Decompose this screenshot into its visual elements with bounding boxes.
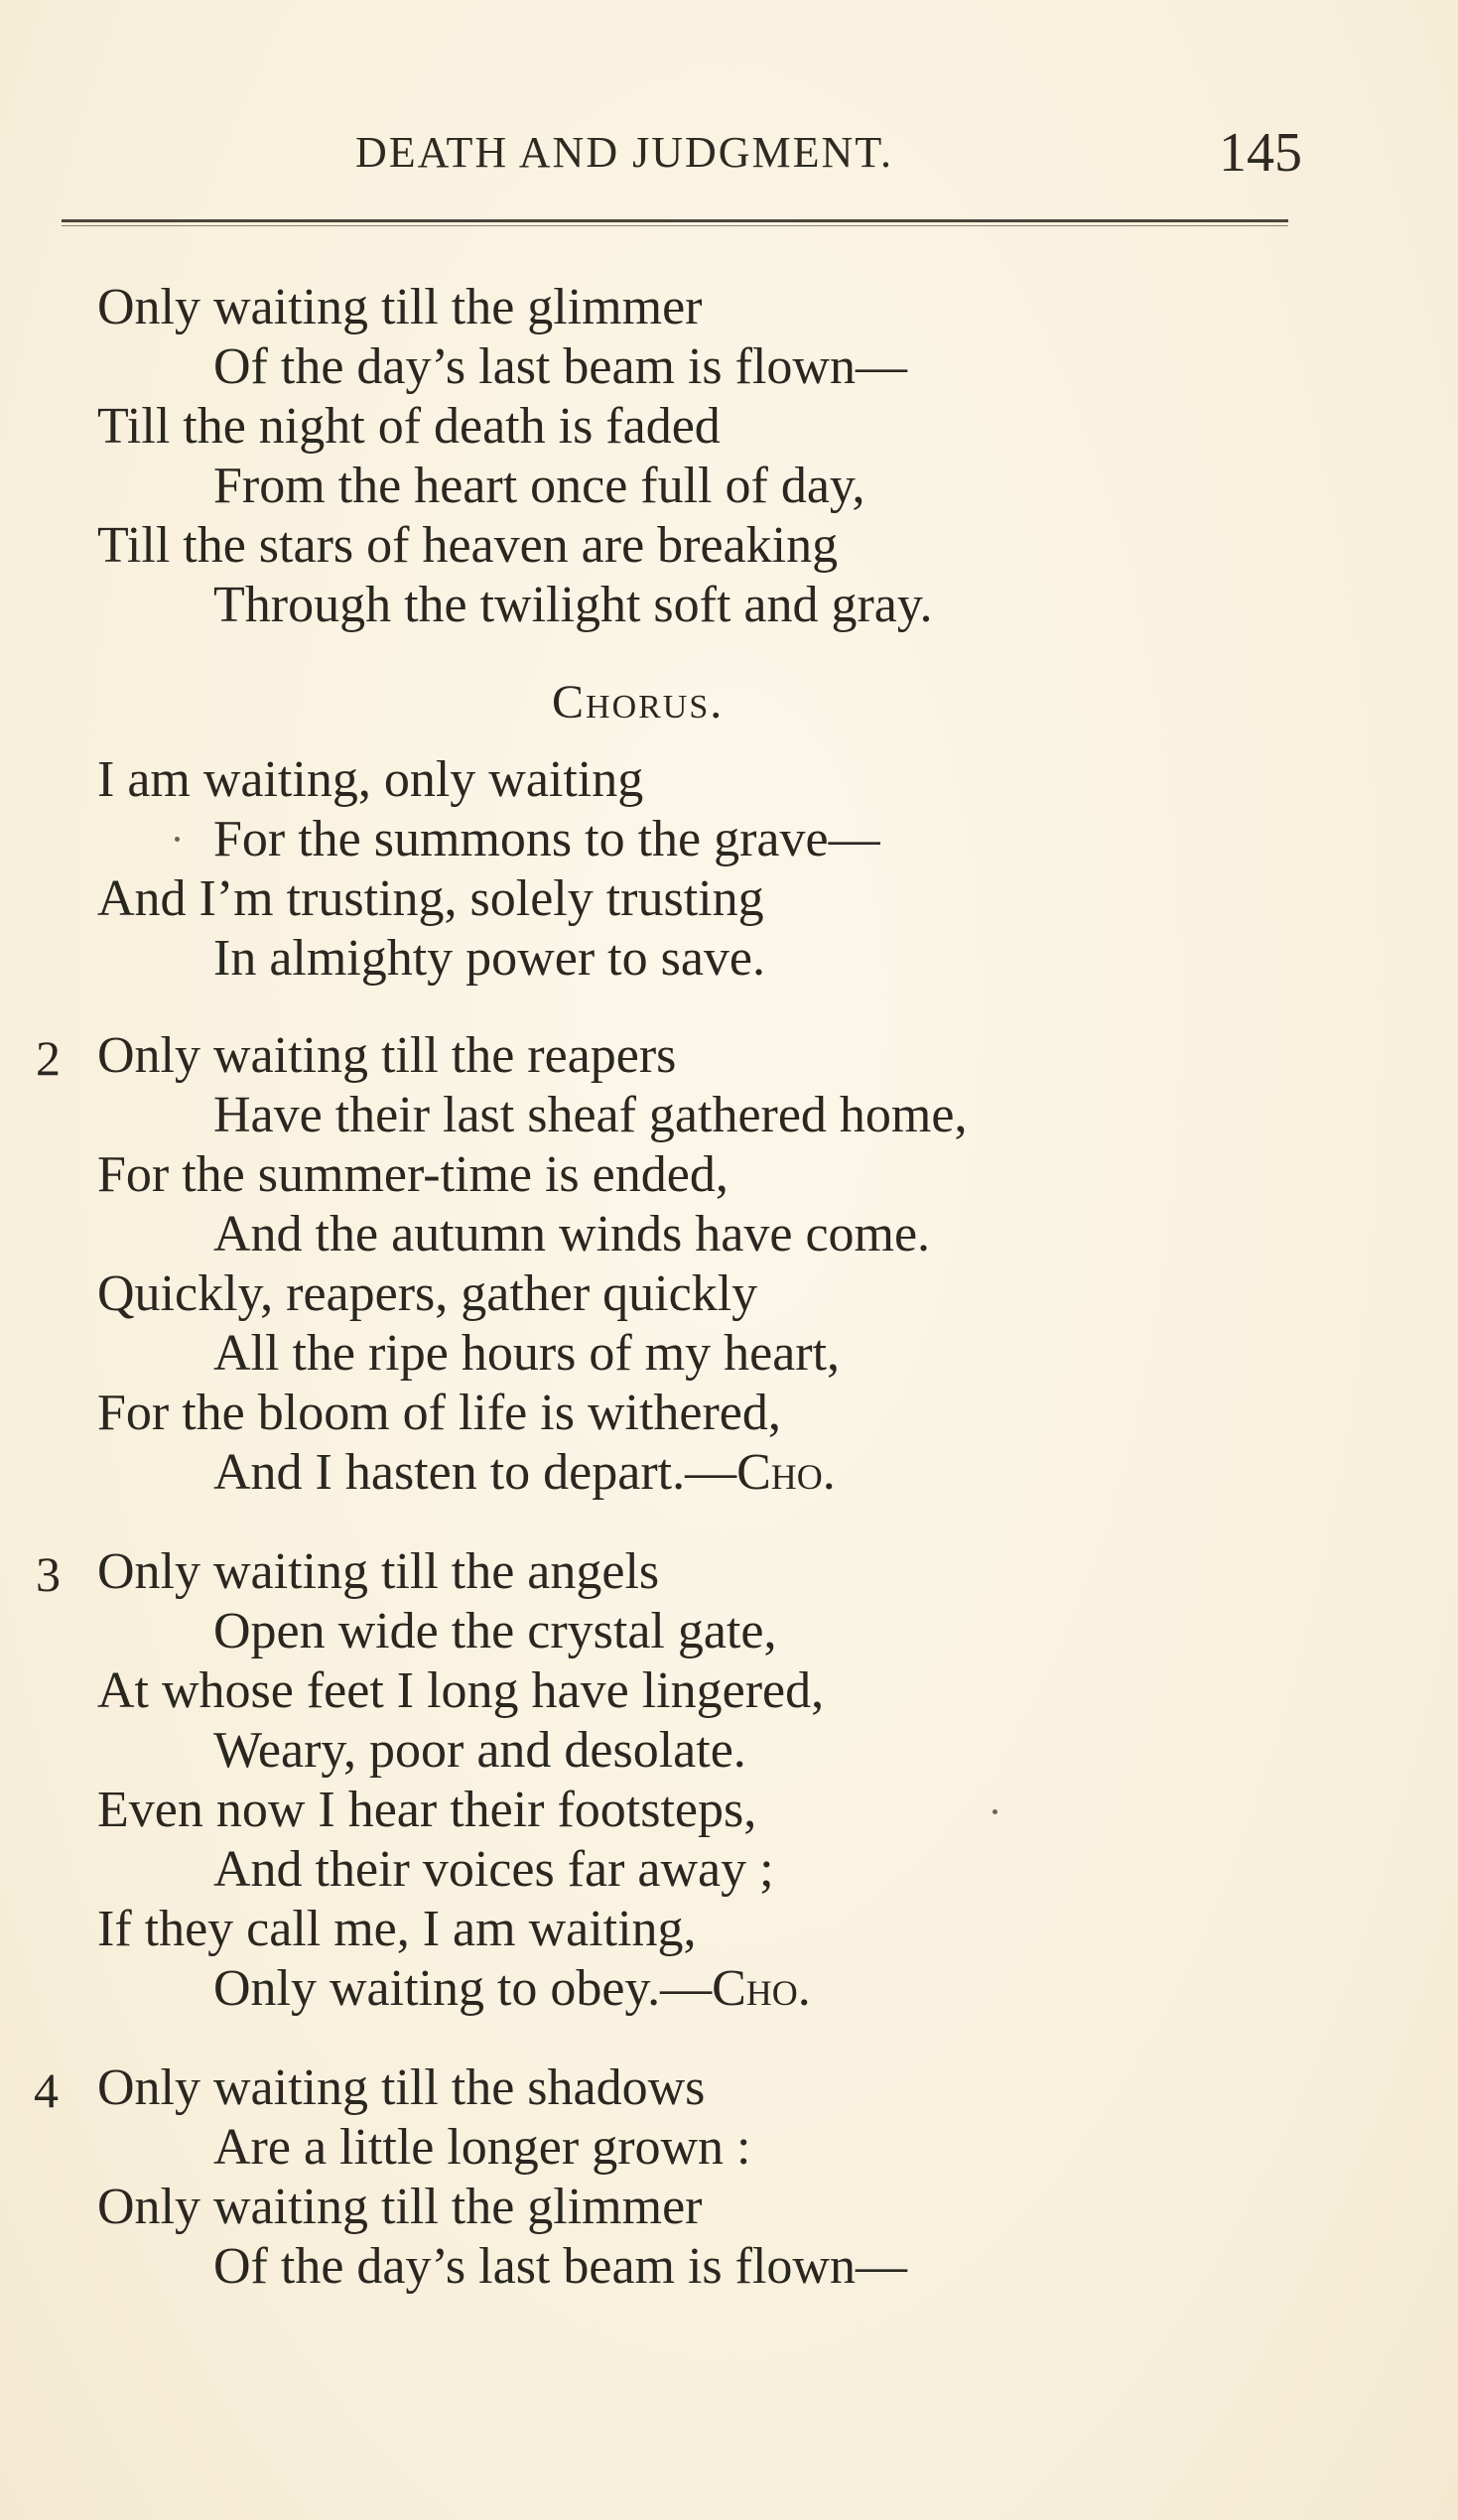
stanza3-line-6: And their voices far away ; — [213, 1841, 774, 1898]
stanza2-line-3: For the summer-time is ended, — [97, 1146, 729, 1203]
stanza3-line-3: At whose feet I long have lingered, — [97, 1662, 825, 1719]
print-speck — [993, 1809, 997, 1814]
stanza3-line-7: If they call me, I am waiting, — [97, 1901, 697, 1957]
stanza3-line-8 — [213, 1959, 811, 2019]
stanza2-line-4: And the autumn winds have come. — [213, 1206, 931, 1262]
running-head: DEATH AND JUDGMENT. — [355, 128, 893, 177]
stanza1-line-4: From the heart once full of day, — [213, 458, 865, 514]
stanza1-line-3: Till the night of death is faded — [97, 398, 721, 455]
stanza2-line-6: All the ripe hours of my heart, — [213, 1325, 841, 1382]
stanza1-line-2: Of the day’s last beam is flown— — [213, 338, 907, 395]
stanza3-line-1: Only waiting till the angels — [97, 1543, 660, 1600]
stanza4-line-3: Only waiting till the glimmer — [97, 2179, 703, 2235]
chorus-line-1: I am waiting, only waiting — [97, 751, 644, 808]
stanza3-line-8-text: Only waiting to obey.— — [213, 1960, 713, 2017]
stanza4-line-1: Only waiting till the shadows — [97, 2059, 706, 2116]
chorus-heading: Chorus. — [552, 676, 725, 729]
stanza4-line-4: Of the day’s last beam is flown— — [213, 2238, 907, 2295]
stanza3-line-5: Even now I hear their footsteps, — [97, 1782, 757, 1838]
stanza4-line-2: Are a little longer grown : — [213, 2119, 751, 2176]
chorus-line-3: And I’m trusting, solely trusting — [97, 870, 764, 927]
stanza3-line-4: Weary, poor and desolate. — [213, 1722, 746, 1779]
chorus-line-4: In almighty power to save. — [213, 930, 765, 987]
stanza4-number: 4 — [34, 2062, 59, 2118]
stanza2-line-8-text: And I hasten to depart.— — [213, 1444, 737, 1501]
stanza3-line-2: Open wide the crystal gate, — [213, 1603, 777, 1659]
stanza2-line-5: Quickly, reapers, gather quickly — [97, 1265, 758, 1322]
stanza3-number: 3 — [36, 1546, 61, 1602]
stanza3-cho: Cho. — [712, 1960, 811, 2017]
stanza1-line-5: Till the stars of heaven are breaking — [97, 517, 839, 574]
header-rule-secondary — [62, 225, 1288, 226]
chorus-line-2: For the summons to the grave— — [213, 811, 880, 867]
stanza1-line-1: Only waiting till the glimmer — [97, 279, 703, 335]
page-number: 145 — [1219, 122, 1302, 184]
stanza2-line-7: For the bloom of life is withered, — [97, 1385, 781, 1441]
stanza1-line-6: Through the twilight soft and gray. — [213, 577, 933, 633]
stanza2-number: 2 — [36, 1030, 61, 1086]
stanza2-line-1: Only waiting till the reapers — [97, 1027, 677, 1084]
stanza2-line-8 — [213, 1443, 836, 1503]
print-speck — [175, 837, 180, 842]
stanza2-line-2: Have their last sheaf gathered home, — [213, 1087, 968, 1143]
header-rule — [62, 219, 1288, 222]
stanza2-cho: Cho. — [736, 1444, 836, 1501]
